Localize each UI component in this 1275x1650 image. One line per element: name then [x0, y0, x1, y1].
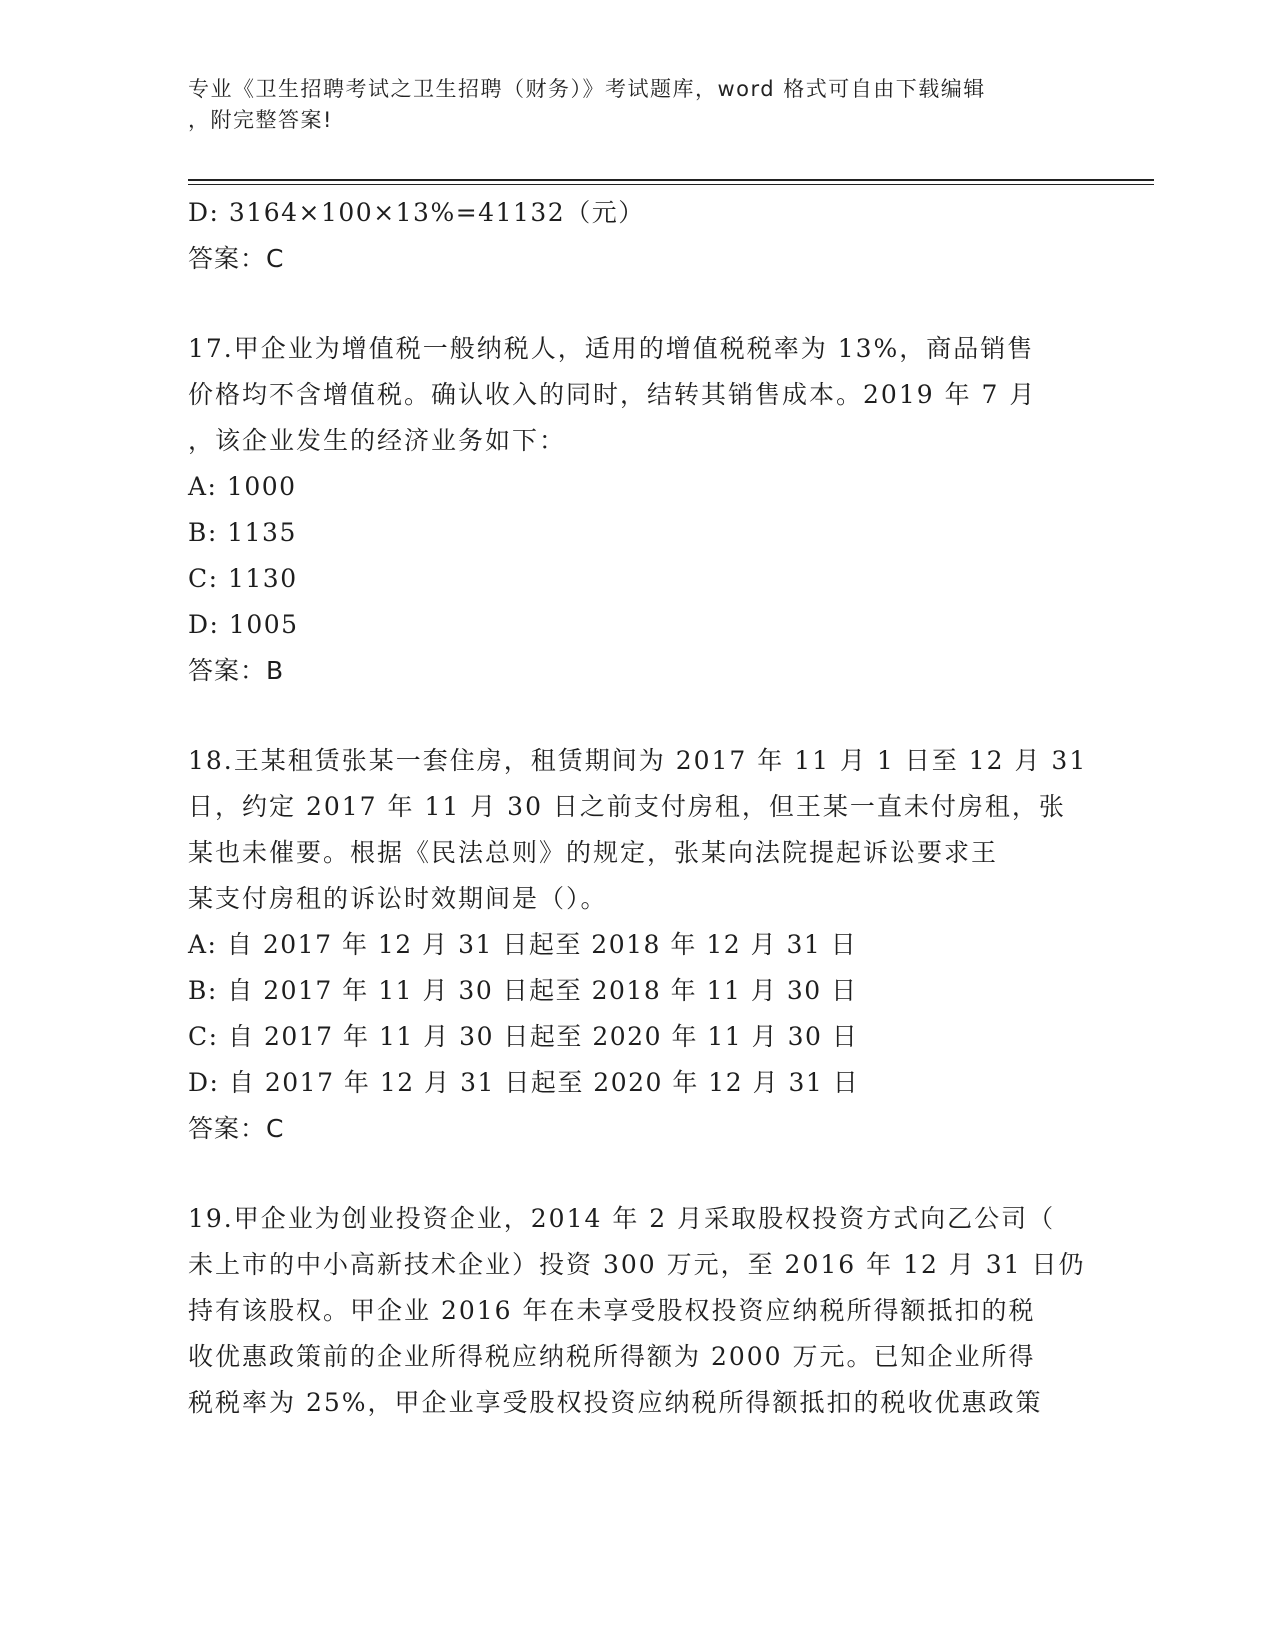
question-17-line-1: 17.甲企业为增值税一般纳税人，适用的增值税税率为 13%，商品销售	[188, 334, 1035, 363]
question-18-line-1: 18.王某租赁张某一套住房，租赁期间为 2017 年 11 月 1 日至 12 月 31	[188, 746, 1088, 775]
spacer	[188, 694, 1088, 738]
question-19-line-5: 税税率为 25%，甲企业享受股权投资应纳税所得额抵扣的税收优惠政策	[188, 1388, 1043, 1417]
question-17	[188, 326, 1088, 694]
question-17-option-a: A: 1000	[188, 472, 297, 501]
header-line-2: ，附完整答案!	[188, 108, 333, 132]
question-17-option-c: C: 1130	[188, 564, 298, 593]
question-17-option-d: D: 1005	[188, 610, 299, 639]
question-18	[188, 738, 1088, 1152]
question-18-line-3: 某也未催要。根据《民法总则》的规定，张某向法院提起诉讼要求王	[188, 838, 999, 867]
question-18-line-2: 日，约定 2017 年 11 月 30 日之前支付房租，但王某一直未付房租，张	[188, 792, 1066, 821]
question-18-answer: 答案：C	[188, 1114, 285, 1143]
document-body	[188, 190, 1088, 1426]
question-17-answer: 答案：B	[188, 656, 285, 685]
question-19-line-2: 未上市的中小高新技术企业）投资 300 万元，至 2016 年 12 月 31 日仍	[188, 1250, 1086, 1279]
spacer	[188, 282, 1088, 326]
question-17-option-b: B: 1135	[188, 518, 297, 547]
header-rule-thin	[188, 184, 1154, 185]
question-18-option-d: D: 自 2017 年 12 月 31 日起至 2020 年 12 月 31 日	[188, 1068, 860, 1097]
prev-option-d: D: 3164×100×13%=41132（元）	[188, 198, 645, 227]
header-rule-thick	[188, 179, 1154, 181]
question-19	[188, 1196, 1088, 1426]
question-19-line-4: 收优惠政策前的企业所得税应纳税所得额为 2000 万元。已知企业所得	[188, 1342, 1036, 1371]
page-header	[188, 74, 1088, 136]
question-17-line-2: 价格均不含增值税。确认收入的同时，结转其销售成本。2019 年 7 月	[188, 380, 1037, 409]
question-19-line-1: 19.甲企业为创业投资企业，2014 年 2 月采取股权投资方式向乙公司（	[188, 1204, 1056, 1233]
question-18-line-4: 某支付房租的诉讼时效期间是（）。	[188, 884, 608, 913]
spacer	[188, 1152, 1088, 1196]
question-18-option-c: C: 自 2017 年 11 月 30 日起至 2020 年 11 月 30 日	[188, 1022, 859, 1051]
question-19-line-3: 持有该股权。甲企业 2016 年在未享受股权投资应纳税所得额抵扣的税	[188, 1296, 1036, 1325]
question-18-option-a: A: 自 2017 年 12 月 31 日起至 2018 年 12 月 31 日	[188, 930, 858, 959]
question-18-option-b: B: 自 2017 年 11 月 30 日起至 2018 年 11 月 30 日	[188, 976, 858, 1005]
header-line-1: 专业《卫生招聘考试之卫生招聘（财务）》考试题库，word 格式可自由下载编辑	[188, 77, 986, 101]
prev-answer: 答案：C	[188, 244, 285, 273]
question-17-line-3: ，该企业发生的经济业务如下：	[188, 426, 567, 455]
